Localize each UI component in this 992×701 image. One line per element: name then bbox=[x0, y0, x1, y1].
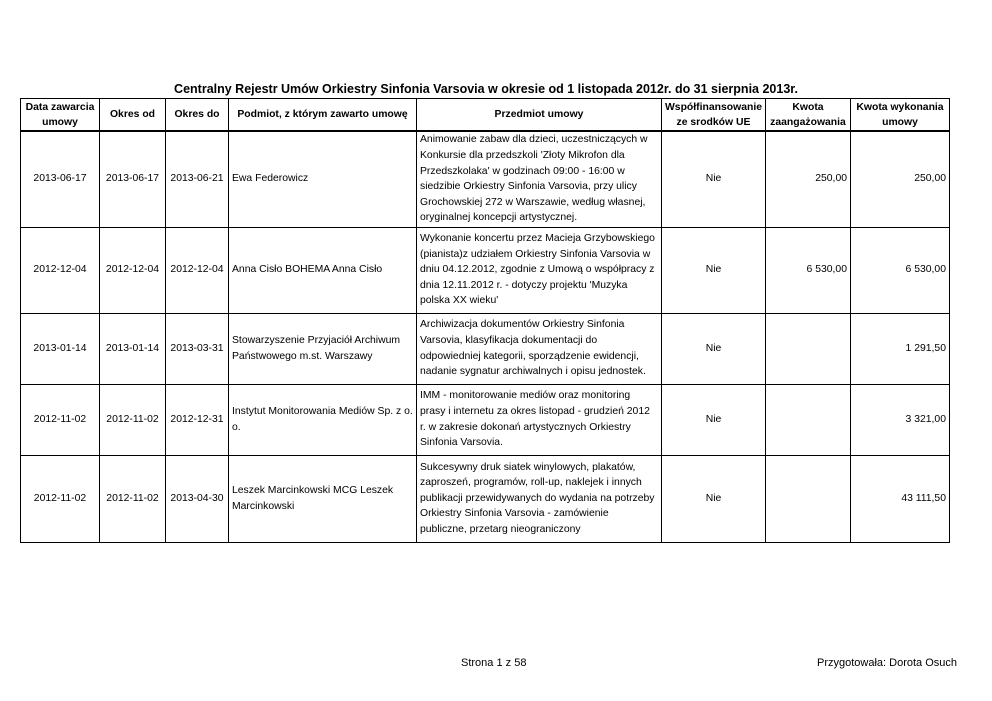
table-row bbox=[21, 384, 950, 455]
cell-podmiot: Instytut Monitorowania Mediów Sp. z o. o. bbox=[229, 384, 417, 455]
table-row bbox=[21, 455, 950, 542]
cell-okres-od: 2012-11-02 bbox=[100, 384, 166, 455]
cell-okres-od: 2012-11-02 bbox=[100, 455, 166, 542]
cell-ue: Nie bbox=[662, 313, 766, 384]
col-header-podmiot: Podmiot, z którym zawarto umowę bbox=[229, 99, 417, 132]
cell-kwota-wyk: 1 291,50 bbox=[851, 313, 950, 384]
cell-przedmiot: Sukcesywny druk siatek winylowych, plakatów, zaproszeń, programów, roll-up, naklejek i innych publikacji przewidywanych do wydania na potrzeby Orkiestry Sinfonia Varsovia - zamówienie publiczne, przetarg nieograniczony bbox=[417, 455, 662, 542]
col-header-kwota-zaang: Kwota zaangażowania bbox=[766, 99, 851, 132]
cell-kwota-wyk: 250,00 bbox=[851, 131, 950, 227]
cell-kwota-wyk: 6 530,00 bbox=[851, 227, 950, 313]
table-row bbox=[21, 131, 950, 227]
table-header-row bbox=[21, 99, 950, 132]
cell-data-zawarcia: 2013-01-14 bbox=[21, 313, 100, 384]
cell-przedmiot: Archiwizacja dokumentów Orkiestry Sinfonia Varsovia, klasyfikacja dokumentacji do odpowiedniej kategorii, sporządzenie ewidencji, nadanie sygnatur archiwalnych i opisu jednostek. bbox=[417, 313, 662, 384]
cell-podmiot: Stowarzyszenie Przyjaciół Archiwum Państwowego m.st. Warszawy bbox=[229, 313, 417, 384]
cell-ue: Nie bbox=[662, 455, 766, 542]
cell-okres-od: 2013-01-14 bbox=[100, 313, 166, 384]
cell-okres-do: 2013-04-30 bbox=[166, 455, 229, 542]
cell-okres-do: 2012-12-04 bbox=[166, 227, 229, 313]
cell-ue: Nie bbox=[662, 131, 766, 227]
col-header-data-zawarcia: Data zawarcia umowy bbox=[21, 99, 100, 132]
cell-kwota-zaang bbox=[766, 384, 851, 455]
cell-okres-od: 2012-12-04 bbox=[100, 227, 166, 313]
prepared-by: Przygotowała: Dorota Osuch bbox=[817, 657, 958, 669]
cell-przedmiot: Animowanie zabaw dla dzieci, uczestniczących w Konkursie dla przedszkoli 'Złoty Mikrofon dla Przedszkolaka' w godzinach 09:00 - 16:00 w siedzibie Orkiestry Sinfonia Varsovia, przy ulicy Grochowskiej 272 w Warszawie, według własnej, oryginalnej koncepcji artystycznej. bbox=[417, 131, 662, 227]
col-header-okres-od: Okres od bbox=[100, 99, 166, 132]
cell-data-zawarcia: 2012-12-04 bbox=[21, 227, 100, 313]
cell-ue: Nie bbox=[662, 384, 766, 455]
cell-kwota-zaang: 250,00 bbox=[766, 131, 851, 227]
cell-okres-od: 2013-06-17 bbox=[100, 131, 166, 227]
table-row bbox=[21, 227, 950, 313]
cell-kwota-zaang: 6 530,00 bbox=[766, 227, 851, 313]
cell-przedmiot: IMM - monitorowanie mediów oraz monitoring prasy i internetu za okres listopad - grudzień 2012 r. w zakresie dokonań artystycznych Orkiestry Sinfonia Varsovia. bbox=[417, 384, 662, 455]
cell-okres-do: 2012-12-31 bbox=[166, 384, 229, 455]
page-number: Strona 1 z 58 bbox=[461, 657, 527, 669]
col-header-kwota-wyk: Kwota wykonania umowy bbox=[851, 99, 950, 132]
cell-podmiot: Ewa Federowicz bbox=[229, 131, 417, 227]
cell-podmiot: Leszek Marcinkowski MCG Leszek Marcinkowski bbox=[229, 455, 417, 542]
col-header-okres-do: Okres do bbox=[166, 99, 229, 132]
cell-podmiot: Anna Cisło BOHEMA Anna Cisło bbox=[229, 227, 417, 313]
cell-kwota-wyk: 3 321,00 bbox=[851, 384, 950, 455]
cell-okres-do: 2013-03-31 bbox=[166, 313, 229, 384]
table-row bbox=[21, 313, 950, 384]
cell-ue: Nie bbox=[662, 227, 766, 313]
cell-okres-do: 2013-06-21 bbox=[166, 131, 229, 227]
col-header-przedmiot: Przedmiot umowy bbox=[417, 99, 662, 132]
col-header-ue: Współfinansowanie ze srodków UE bbox=[662, 99, 766, 132]
cell-kwota-zaang bbox=[766, 455, 851, 542]
cell-data-zawarcia: 2012-11-02 bbox=[21, 384, 100, 455]
page-title: Centralny Rejestr Umów Orkiestry Sinfonia Varsovia w okresie od 1 listopada 2012r. do 31 sierpnia 2013r. bbox=[174, 82, 798, 96]
cell-data-zawarcia: 2013-06-17 bbox=[21, 131, 100, 227]
cell-kwota-zaang bbox=[766, 313, 851, 384]
cell-kwota-wyk: 43 111,50 bbox=[851, 455, 950, 542]
contracts-table bbox=[20, 98, 950, 543]
cell-data-zawarcia: 2012-11-02 bbox=[21, 455, 100, 542]
cell-przedmiot: Wykonanie koncertu przez Macieja Grzybowskiego (pianista)z udziałem Orkiestry Sinfonia Varsovia w dniu 04.12.2012, zgodnie z Umową o współpracy z dnia 12.11.2012 r. - dotyczy projektu 'Muzyka polska XX wieku' bbox=[417, 227, 662, 313]
